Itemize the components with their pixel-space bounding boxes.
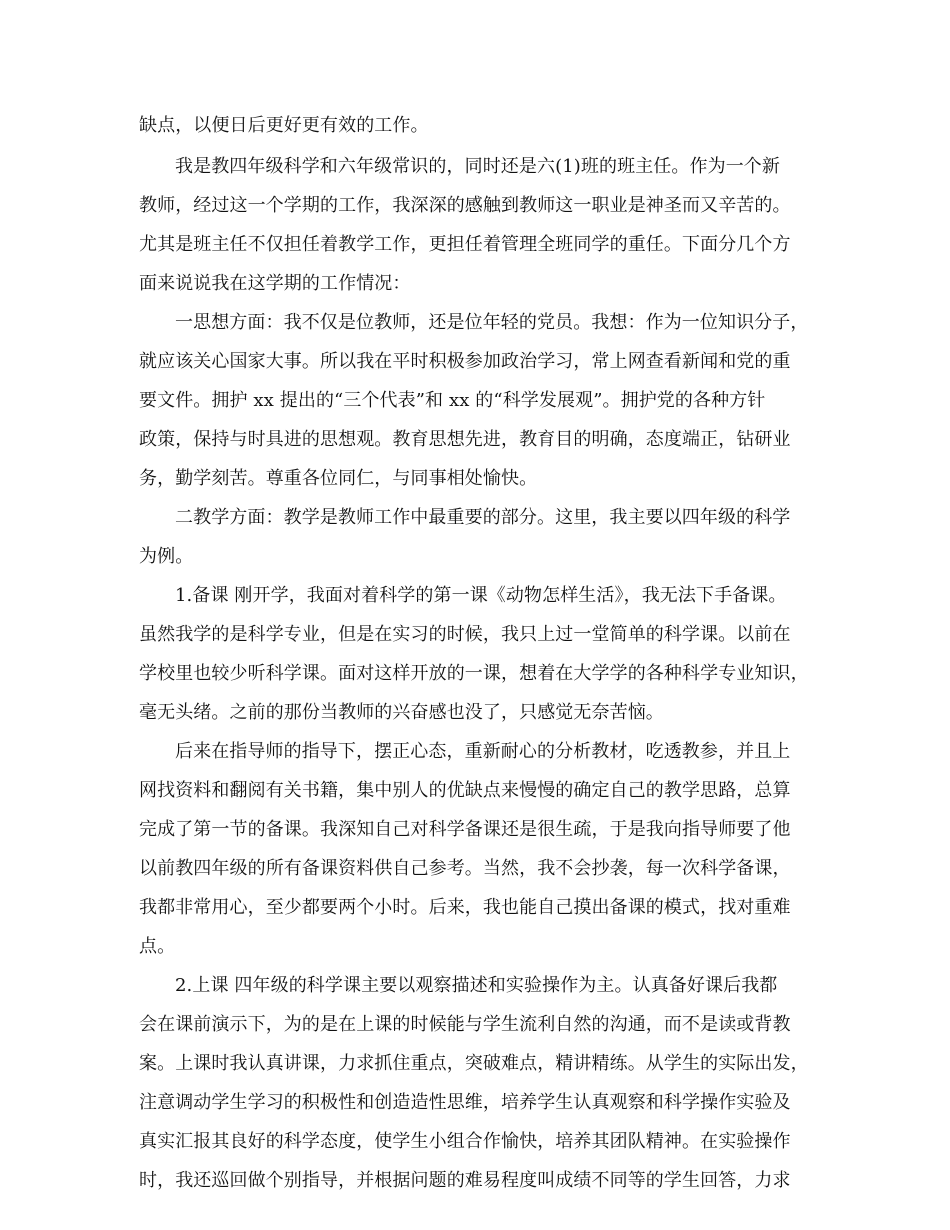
- text-line: 面来说说我在这学期的工作情况：: [139, 273, 411, 294]
- text-line: 学校里也较少听科学课。面对这样开放的一课，想着在大学学的各种科学专业知识，: [139, 663, 809, 684]
- text-line: 会在课前演示下，为的是在上课的时候能与学生流利自然的沟通，而不是读或背教: [139, 1014, 791, 1035]
- text-line: 虽然我学的是科学专业，但是在实习的时候，我只上过一堂简单的科学课。以前在: [139, 624, 791, 645]
- paragraph-start-line: 1.备课 刚开学，我面对着科学的第一课《动物怎样生活》，我无法下手备课。: [175, 585, 787, 606]
- text-line: 真实汇报其良好的科学态度，使学生小组合作愉快，培养其团队精神。在实验操作: [139, 1131, 791, 1152]
- text-line: 为例。: [139, 546, 194, 567]
- paragraph-start-line: 一思想方面：我不仅是位教师，还是位年轻的党员。我想：作为一位知识分子，: [175, 312, 809, 333]
- text-line: 政策，保持与时具进的思想观。教育思想先进，教育目的明确，态度端正，钻研业: [139, 429, 791, 450]
- text-line: 网找资料和翻阅有关书籍，集中别人的优缺点来慢慢的确定自己的教学思路，总算: [139, 780, 791, 801]
- paragraph-start-line: 我是教四年级科学和六年级常识的，同时还是六(1)班的班主任。作为一个新: [175, 156, 780, 177]
- paragraph-start-line: 后来在指导师的指导下，摆正心态，重新耐心的分析教材，吃透教参，并且上: [175, 741, 791, 762]
- text-line: 点。: [139, 936, 176, 957]
- text-line: 案。上课时我认真讲课，力求抓住重点，突破难点，精讲精练。从学生的实际出发，: [139, 1053, 809, 1074]
- text-line: 就应该关心国家大事。所以我在平时积极参加政治学习，常上网查看新闻和党的重: [139, 351, 791, 372]
- text-line: 毫无头绪。之前的那份当教师的兴奋感也没了，只感觉无奈苦恼。: [139, 702, 664, 723]
- text-line: 我都非常用心，至少都要两个小时。后来，我也能自己摸出备课的模式，找对重难: [139, 897, 791, 918]
- text-line: 教师，经过这一个学期的工作，我深深的感触到教师这一职业是神圣而又辛苦的。: [139, 195, 791, 216]
- text-line: 尤其是班主任不仅担任着教学工作，更担任着管理全班同学的重任。下面分几个方: [139, 234, 791, 255]
- text-line: 时，我还巡回做个别指导，并根据问题的难易程度叫成绩不同等的学生回答，力求: [139, 1170, 791, 1191]
- text-line: 以前教四年级的所有备课资料供自己参考。当然，我不会抄袭，每一次科学备课，: [139, 858, 791, 879]
- text-line: 注意调动学生学习的积极性和创造造性思维，培养学生认真观察和科学操作实验及: [139, 1092, 791, 1113]
- text-line: 完成了第一节的备课。我深知自己对科学备课还是很生疏，于是我向指导师要了他: [139, 819, 791, 840]
- text-line: 缺点，以便日后更好更有效的工作。: [139, 115, 429, 136]
- paragraph-start-line: 二教学方面：教学是教师工作中最重要的部分。这里，我主要以四年级的科学: [175, 507, 791, 528]
- text-line: 务，勤学刻苦。尊重各位同仁，与同事相处愉快。: [139, 468, 538, 489]
- text-line: 要文件。拥护 xx 提出的“三个代表”和 xx 的“科学发展观”。拥护党的各种方针: [139, 390, 766, 411]
- paragraph-start-line: 2.上课 四年级的科学课主要以观察描述和实验操作为主。认真备好课后我都: [175, 975, 778, 996]
